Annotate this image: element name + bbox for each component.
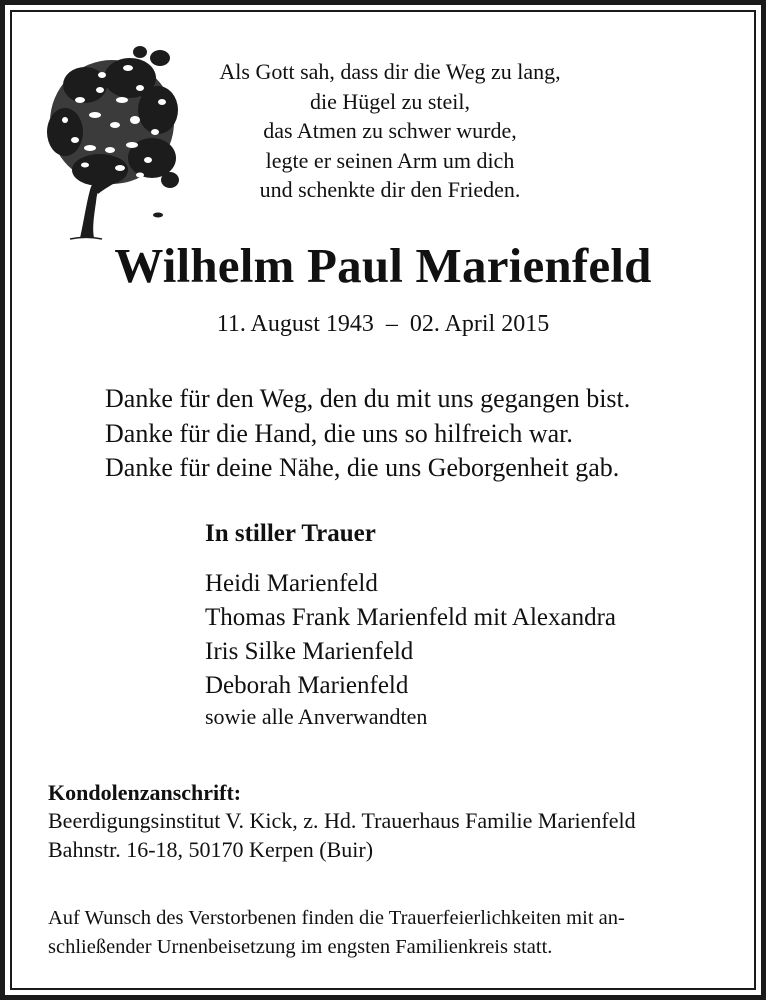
mourning-heading: In stiller Trauer [205,520,376,547]
mourner-name: Iris Silke Marienfeld [205,638,414,665]
thanks-line: Danke für den Weg, den du mit uns gegangen bist. [105,384,631,413]
thanks-line: Danke für die Hand, die uns so hilfreich war. [105,418,573,448]
deceased-name: Wilhelm Paul Marienfeld [114,238,652,293]
funeral-note [48,904,625,962]
thanks-verse [105,382,630,486]
condolence-address [48,806,636,864]
tree-illustration-icon [40,40,185,245]
mourner-list [205,567,616,703]
poem-line: die Hügel zu steil, [309,88,471,114]
poem-line: und schenkte dir den Frieden. [259,177,521,202]
poem-line: legte er seinen Arm um dich [265,147,515,173]
thanks-line: Danke für deine Nähe, die uns Geborgenheit gab. [105,453,620,482]
memorial-poem [190,57,590,205]
mourner-name: Heidi Marienfeld [205,570,378,597]
note-line: Auf Wunsch des Verstorbenen finden die Trauerfeierlichkeiten mit an- [48,907,625,929]
note-line: schließender Urnenbeisetzung im engsten Familienkreis statt. [48,936,553,958]
poem-line: das Atmen zu schwer wurde, [263,118,517,143]
poem-line: Als Gott sah, dass dir die Weg zu lang, [219,59,561,84]
condolence-heading: Kondolenzanschrift: [48,780,242,805]
mourner-name: Thomas Frank Marienfeld mit Alexandra [205,604,616,631]
life-dates: 11. August 1943 – 02. April 2015 [216,311,550,337]
address-line: Beerdigungsinstitut V. Kick, z. Hd. Trauerhaus Familie Marienfeld [48,808,636,833]
address-line: Bahnstr. 16-18, 50170 Kerpen (Buir) [48,837,374,862]
mourner-name: Deborah Marienfeld [205,672,409,699]
other-relatives: sowie alle Anverwandten [205,704,428,729]
